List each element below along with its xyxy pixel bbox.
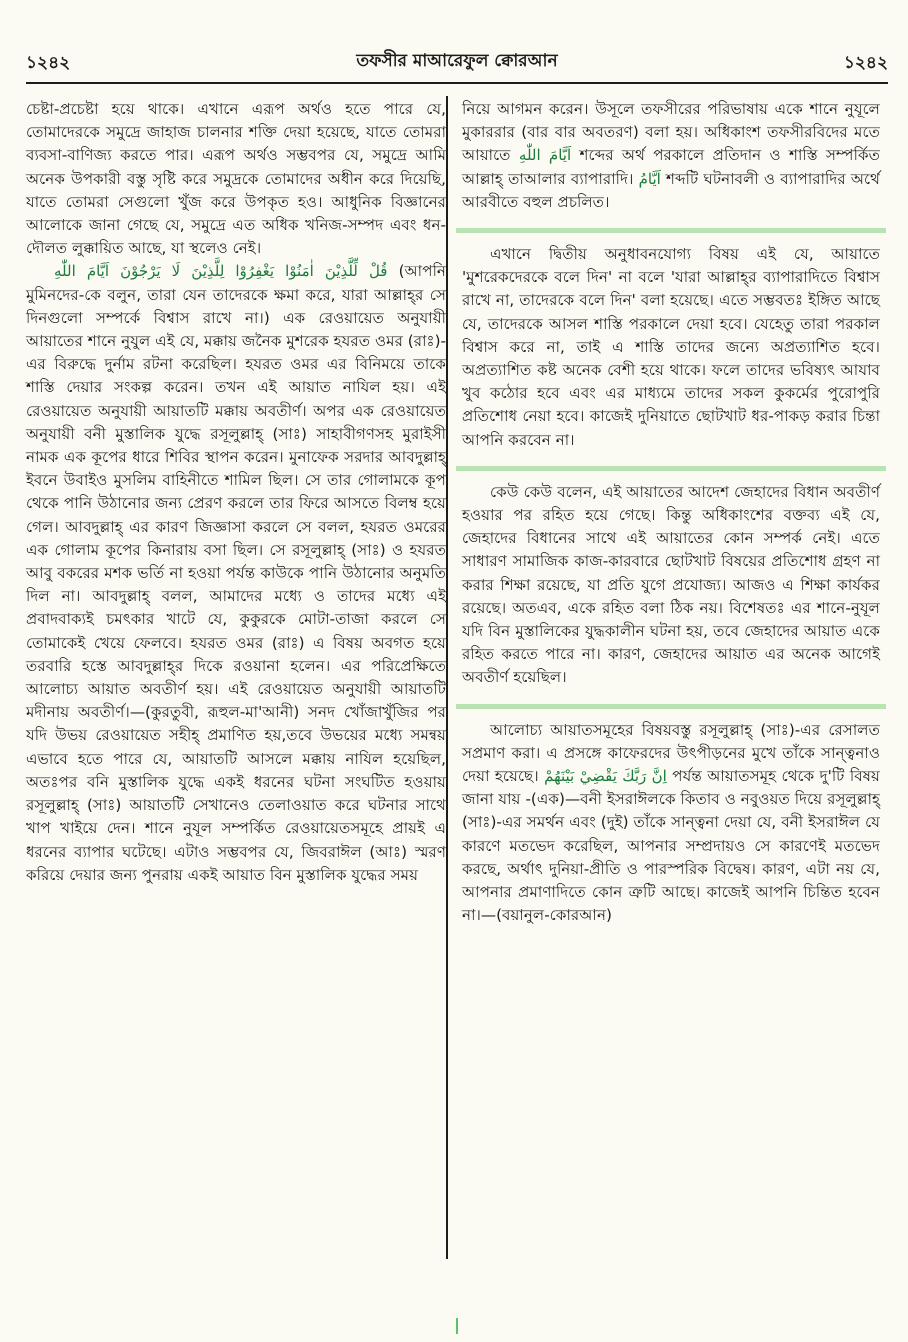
right-paragraph-1: [462, 98, 880, 214]
right-p1-text-a: নিয়ে আগমন করেন। উসূলে তফসীরের পরিভাষায় একে শানে নুযূলে মুকাররার (বার বার অবতরণ) বলা হয়। অধিকাংশ তফসীরবিদের মতে আয়াতে: [462, 100, 880, 165]
right-column: [462, 98, 880, 936]
right-block-1: [462, 98, 880, 222]
column-divider: [446, 96, 448, 1259]
quran-verse-arabic-2: اِنَّ رَبَّكَ يَقْضِيْ بَيْنَهُمْ: [544, 767, 667, 786]
right-block-2: [462, 243, 880, 460]
arabic-term-ayyamallah: اَيَّامَ اللّٰهِ: [518, 146, 572, 165]
page-bottom-mark: [456, 1318, 458, 1334]
right-block-3: [462, 481, 880, 698]
left-paragraph-1: চেষ্টা-প্রচেষ্টা হয়ে থাকে। এখানে এরূপ অর্থও হতে পারে যে, তোমাদেরকে সমুদ্রে জাহাজ চালনার শক্তি দেয়া হয়েছে, যাতে তোমরা ব্যবসা-বাণিজ্য করতে পার। এরূপ অর্থও সম্ভবপর যে, সমুদ্রে আমি অনেক উপকারী বস্তু সৃষ্টি করে সমুদ্রকে তোমাদের অধীন করে দিয়েছি, যাতে তোমরা সেগুলো খুঁজ করে উপকৃত হও। আধুনিক বিজ্ঞানের আলোকে জানা গেছে যে, সমুদ্রে এত অধিক খনিজ-সম্পদ এবং ধন-দৌলত লুক্কায়িত আছে, যা স্থলেও নেই।: [26, 100, 446, 258]
right-p4-text-a: আলোচ্য আয়াতসমূহের বিষয়বস্তু রসূলুল্লাহ্ (সাঃ)-এর রেসালত সপ্রমাণ করা। এ প্রসঙ্গে কাফেরদের উৎপীড়নের মুখে তাঁকে সান্ত্বনাও দেয়া হয়েছে।: [462, 720, 880, 786]
left-column: [26, 98, 446, 887]
section-separator: [456, 228, 886, 233]
page-number-left: ১২৪২: [26, 53, 71, 73]
right-paragraph-3: কেউ কেউ বলেন, এই আয়াতের আদেশ জেহাদের বিধান অবতীর্ণ হওয়ার পর রহিত হয়ে গেছে। কিন্তু অধিকাংশের বক্তব্য এই যে, জেহাদের বিধানের সাথে এই আয়াতের কোন সম্পর্ক নেই। এতে সাধারণ সামাজিক কাজ-কারবারে ছোটখাট বিষয়ের প্রতিশোধ গ্রহণ না করার শিক্ষা রয়েছে, যা প্রতি যুগে প্রযোজ্য। আজও এ শিক্ষা কার্যকর রয়েছে। অতএব, একে রহিত বলা ঠিক নয়। বিশেষতঃ এর শানে-নুযূল যদি বিন মুস্তালিকের যুদ্ধকালীন ঘটনা হয়, তবে জেহাদের আয়াত একে রহিত করতে পারে না। কারণ, জেহাদের আয়াত এর অনেক আগেই অবতীর্ণ হয়েছিল।: [462, 482, 880, 687]
header-rule: [26, 82, 888, 84]
right-p4-text-b: পর্যন্ত আয়াতসমূহ থেকে দু'টি বিষয় জানা যায় -(এক)—বনী ইসরাঈলকে কিতাব ও নবুওয়ত দিয়ে রসূলুল্লাহ্ (সাঃ)-এর সমর্থন এবং (দুই) তাঁকে সান্ত্বনা দেয়া যে, বনী ইসরাঈল যে কারণে মতভেদ করেছিল, আপনার সম্প্রদায়ও সে কারণেই মতভেদ করছে, অর্থাৎ দুনিয়া-প্রীতি ও পারস্পরিক বিদ্বেষ। কারণ, এটা নয় যে, আপনার প্রমাণাদিতে কোন ত্রুটি আছে। কাজেই আপনি চিন্তিত হবেন না।—(বয়ানুল-কোরআন): [462, 767, 880, 925]
left-paragraph-2-text: (আপনি মুমিনদের-কে বলুন, তারা যেন তাদেরকে ক্ষমা করে, যারা আল্লাহ্‌র সে দিনগুলো সম্পর্কে বিশ্বাস রাখে না।) এক রেওয়ায়েত অনুযায়ী আয়াতের শানে নুযুল এই যে, মক্কায় জনৈক মুশরেক হযরত ওমর (রাঃ)-এর বিরুদ্ধে দুর্নাম রটনা করেছিল। হযরত ওমর এর বিনিময়ে তাকে শাস্তি দেয়ার সংকল্প করেন। তখন এই আয়াত নাযিল হয়। এই রেওয়ায়েত অনুযায়ী আয়াতটি মক্কায় অবতীর্ণ। অপর এক রেওয়ায়েত অনুযায়ী বনী মুস্তালিক যুদ্ধে রসূলুল্লাহ্ (সাঃ) সাহাবীগণসহ মুরাইসী নামক এক কূপের ধারে শিবির স্থাপন করেন। মুনাফেক সরদার আবদুল্লাহ্ ইবনে উবাইও মুসলিম বাহিনীতে শামিল ছিল। সে তার গোলামকে কূপ থেকে পানি উঠানোর জন্য প্রেরণ করলে তার ফিরে আসতে বিলম্ব হয়ে গেল। আবদুল্লাহ্ এর কারণ জিজ্ঞাসা করলে সে বলল, হযরত ওমরের এক গোলাম কূপের কিনারায় বসা ছিল। সে রসূলুল্লাহ্ (সাঃ) ও হযরত আবু বকরের মশক ভর্তি না হওয়া পর্যন্ত কাউকে পানি উঠানোর অনুমতি দিল না। আবদুল্লাহ্ বলল, আমাদের মধ্যে ও তাদের মধ্যে এই প্রবাদবাক্যই চমৎকার খাটে যে, কুকুরকে মোটা-তাজা করলে সে তোমাকেই খেয়ে ফেলবে। হযরত ওমর (রাঃ) এ বিষয় অবগত হয়ে তরবারি হস্তে আবদুল্লাহ্‌র দিকে রওয়ানা হলেন। এর পরিপ্রেক্ষিতে আলোচ্য আয়াত অবতীর্ণ হয়। এই রেওয়ায়েত অনুযায়ী আয়াতটি মদীনায় অবতীর্ণ।—(কুরতুবী, রূহুল-মা'আনী) সনদ খোঁজাখুঁজির পর যদি উভয় রেওয়ায়েত সহীহ্ প্রমাণিত হয়,তবে উভয়ের মধ্যে সমন্বয় এভাবে হতে পারে যে, আয়াতটি আসলে মক্কায় নাযিল হয়েছিল, অতঃপর বনি মুস্তালিক যুদ্ধে একই ধরনের ঘটনা সংঘটিত হওয়ায় রসূলুল্লাহ্ (সাঃ) আয়াতটি সেখানেও তেলাওয়াত করে ঘটনার সাথে খাপ খাইয়ে দেন। শানে নুযূল সম্পর্কিত রেওয়ায়েতসমূহে প্রায়ই এ ধরনের ব্যাপার ঘটেছে। এটাও সম্ভবপর যে, জিবরাঈল (আঃ) স্মরণ করিয়ে দেয়ার জন্য পুনরায় একই আয়াত বিন মুস্তালিক যুদ্ধের সময়: [26, 262, 446, 884]
section-separator: [456, 466, 886, 471]
section-separator: [456, 704, 886, 709]
right-paragraph-4: [462, 719, 880, 928]
arabic-term-ayyam: اَيَّامُ: [638, 169, 661, 188]
right-paragraph-2: এখানে দ্বিতীয় অনুধাবনযোগ্য বিষয় এই যে, আয়াতে 'মুশরেকদেরকে বলে দিন' না বলে 'যারা আল্লাহ্‌র ব্যাপারাদিতে বিশ্বাস রাখে না, তাদেরকে বলে দিন' বলা হয়েছে। এতে সম্ভবতঃ ইঙ্গিত আছে যে, তাদেরকে আসল শাস্তি পরকালে দেয়া হবে। যেহেতু তারা পরকাল বিশ্বাস করে না, তাই এ শাস্তি তাদের জন্যে অপ্রত্যাশিত হবে। অপ্রত্যাশিত কষ্ট অনেক বেশী হয়ে থাকে। ফলে তাদের ভবিষ্যৎ আযাব খুব কঠোর হবে এবং এর মাধ্যমে তাদের সকল কুকর্মের পুরোপুরি প্রতিশোধ নেয়া হবে। কাজেই দুনিয়াতে ছোটখাট ধর-পাকড় করার চিন্তা আপনি করবেন না।: [462, 245, 880, 449]
page-number-right: ১২৪২: [843, 53, 888, 73]
right-p1-text-c: শব্দটি ঘটনাবলী ও ব্যাপারাদির অর্থে আরবীতে বহুল প্রচলিত।: [462, 169, 880, 211]
left-paragraph-2: [26, 260, 446, 886]
right-p1-text-b: শব্দের অর্থ পরকালে প্রতিদান ও শাস্তি সম্পর্কিত আল্লাহ্ তাআলার ব্যাপারাদি।: [462, 146, 881, 188]
running-title: তফসীর মাআরেফুল ক্বোরআন: [356, 51, 558, 71]
quran-verse-arabic: قُلْ لِّلَّذِيْنَ اٰمَنُوْا يَغْفِرُوْا لِلَّذِيْنَ لَا يَرْجُوْنَ اَيَّامَ اللّٰهِ: [54, 262, 388, 281]
page-header: [26, 44, 888, 78]
right-block-4: [462, 719, 880, 936]
